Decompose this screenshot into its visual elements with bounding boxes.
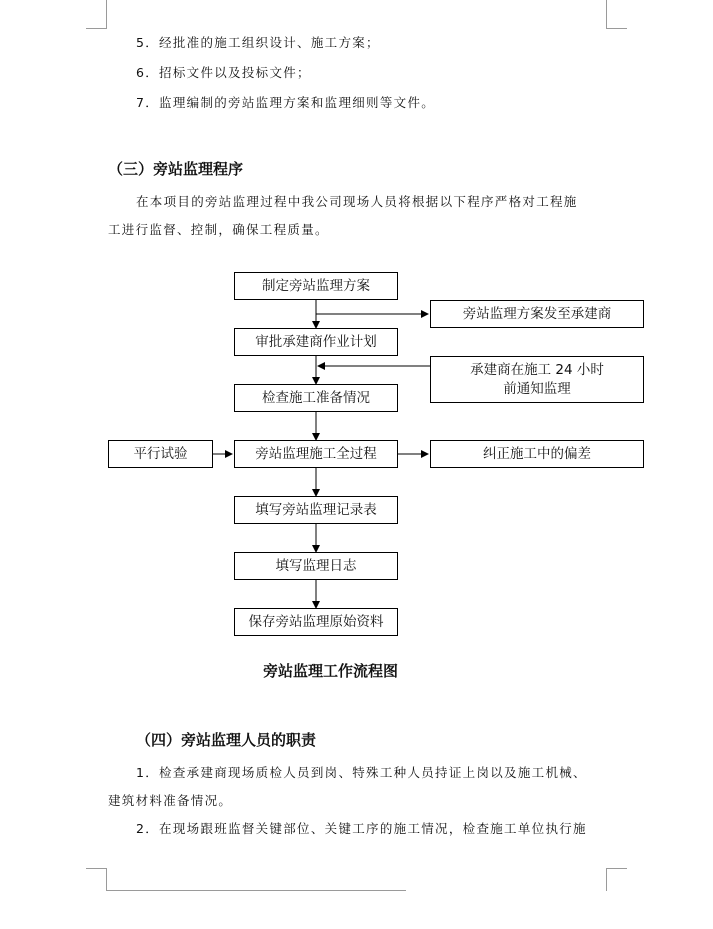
flow-step-approve-schedule: 审批承建商作业计划 — [234, 328, 398, 356]
section-4-heading: （四）旁站监理人员的职责 — [136, 731, 317, 749]
section-4-item-1-line-2: 建筑材料准备情况。 — [108, 793, 233, 808]
flow-side-notify-line-1: 承建商在施工 24 小时 — [470, 362, 604, 379]
section-3-paragraph-line-2: 工进行监督、控制，确保工程质量。 — [108, 222, 329, 237]
list-item-7: 7．监理编制的旁站监理方案和监理细则等文件。 — [136, 95, 436, 110]
flow-step-check-preparation: 检查施工准备情况 — [234, 384, 398, 412]
flow-step-save-original-data: 保存旁站监理原始资料 — [234, 608, 398, 636]
section-3-paragraph-line-1: 在本项目的旁站监理过程中我公司现场人员将根据以下程序严格对工程施 — [136, 194, 578, 209]
flow-step-fill-record-form: 填写旁站监理记录表 — [234, 496, 398, 524]
list-item-6: 6．招标文件以及投标文件； — [136, 65, 311, 80]
flow-step-make-plan: 制定旁站监理方案 — [234, 272, 398, 300]
flow-side-notify-line-2: 前通知监理 — [503, 380, 571, 397]
flowchart-caption: 旁站监理工作流程图 — [263, 662, 399, 680]
flow-step-fill-log: 填写监理日志 — [234, 552, 398, 580]
section-4-item-1-line-1: 1．检查承建商现场质检人员到岗、特殊工种人员持证上岗以及施工机械、 — [136, 765, 587, 780]
flow-step-supervise-whole-process: 旁站监理施工全过程 — [234, 440, 398, 468]
section-3-heading: （三）旁站监理程序 — [108, 160, 244, 178]
flow-side-send-plan: 旁站监理方案发至承建商 — [430, 300, 644, 328]
section-4-item-2-line-1: 2．在现场跟班监督关键部位、关键工序的施工情况，检查施工单位执行施 — [136, 821, 587, 836]
flow-side-parallel-test: 平行试验 — [108, 440, 213, 468]
flow-side-correct-deviation: 纠正施工中的偏差 — [430, 440, 644, 468]
flow-side-notify — [430, 356, 644, 403]
list-item-5: 5．经批准的施工组织设计、施工方案； — [136, 35, 380, 50]
